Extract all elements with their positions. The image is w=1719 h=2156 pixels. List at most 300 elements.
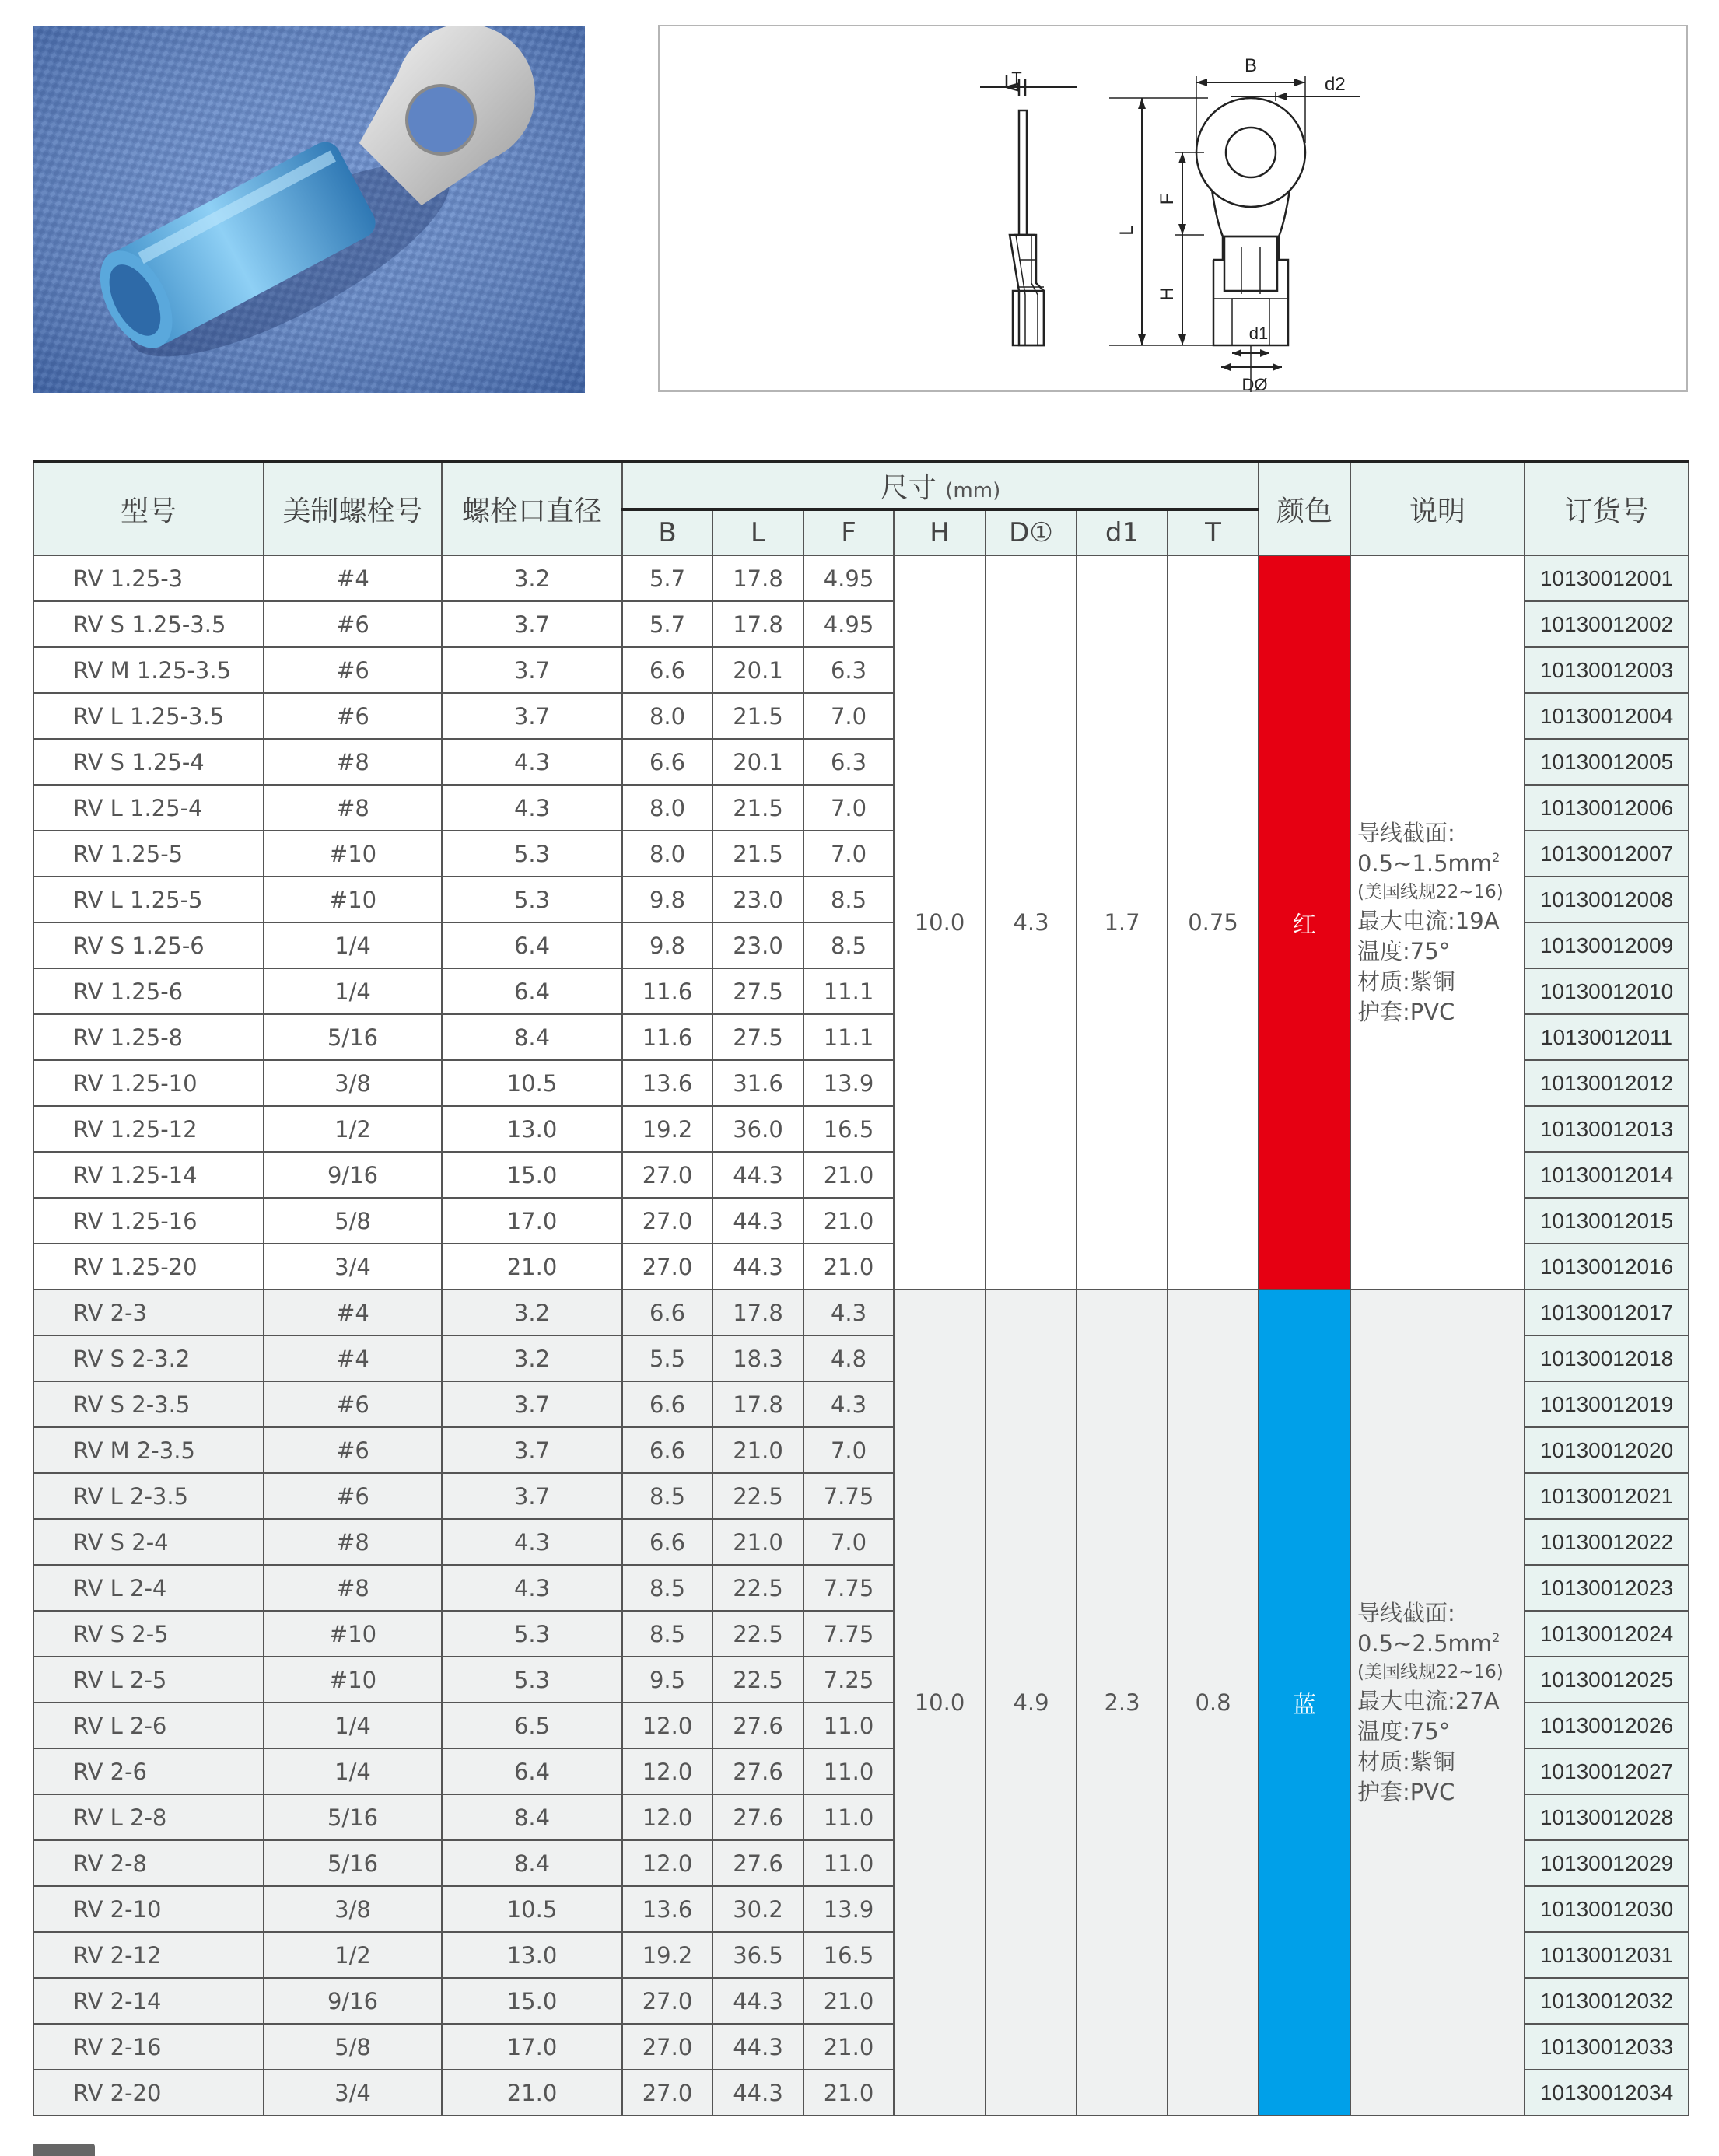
spec-table-body xyxy=(33,555,1689,2116)
header-description: 说明 xyxy=(1350,461,1525,555)
bolt-dia-cell: 8.4 xyxy=(442,1794,622,1840)
order-number-cell: 10130012004 xyxy=(1525,693,1689,739)
us-bolt-cell: #10 xyxy=(264,877,442,922)
description-cell xyxy=(1350,1290,1525,2116)
bolt-dia-cell: 3.7 xyxy=(442,647,622,693)
model-cell: RV 1.25-16 xyxy=(33,1198,264,1244)
bolt-dia-cell: 3.7 xyxy=(442,693,622,739)
label-D: DØ xyxy=(1241,375,1268,394)
F-cell: 4.3 xyxy=(803,1290,894,1335)
us-bolt-cell: 3/4 xyxy=(264,1244,442,1290)
model-cell: RV L 2-4 xyxy=(33,1565,264,1611)
L-cell: 31.6 xyxy=(712,1060,803,1106)
bolt-dia-cell: 4.3 xyxy=(442,739,622,785)
order-number-cell: 10130012030 xyxy=(1525,1886,1689,1932)
description-line xyxy=(1357,1686,1516,1717)
model-cell: RV 1.25-8 xyxy=(33,1014,264,1060)
bolt-dia-cell: 6.4 xyxy=(442,968,622,1014)
bolt-dia-cell: 3.2 xyxy=(442,1290,622,1335)
B-cell: 8.0 xyxy=(622,831,712,877)
bolt-dia-cell: 3.7 xyxy=(442,1473,622,1519)
order-number-cell: 10130012024 xyxy=(1525,1611,1689,1657)
order-number-cell: 10130012011 xyxy=(1525,1014,1689,1060)
header-d1: d1 xyxy=(1077,509,1168,555)
B-cell: 12.0 xyxy=(622,1840,712,1886)
B-cell: 6.6 xyxy=(622,739,712,785)
us-bolt-cell: #4 xyxy=(264,1290,442,1335)
F-cell: 8.5 xyxy=(803,922,894,968)
bolt-dia-cell: 15.0 xyxy=(442,1978,622,2024)
B-cell: 27.0 xyxy=(622,1198,712,1244)
page-corner-mark xyxy=(33,2144,95,2156)
F-cell: 7.75 xyxy=(803,1473,894,1519)
model-cell: RV M 2-3.5 xyxy=(33,1427,264,1473)
L-cell: 21.5 xyxy=(712,693,803,739)
L-cell: 44.3 xyxy=(712,1198,803,1244)
us-bolt-cell: 5/16 xyxy=(264,1840,442,1886)
model-cell: RV L 1.25-5 xyxy=(33,877,264,922)
order-number-cell: 10130012026 xyxy=(1525,1703,1689,1748)
label-H: H xyxy=(1157,287,1178,301)
description-text: 最大电流:27A xyxy=(1357,1687,1500,1714)
B-cell: 27.0 xyxy=(622,1978,712,2024)
order-number-cell: 10130012019 xyxy=(1525,1381,1689,1427)
description-text: 材质:紫铜 xyxy=(1357,1748,1455,1775)
d1-cell: 2.3 xyxy=(1077,1290,1168,2116)
L-cell: 21.5 xyxy=(712,785,803,831)
order-number-cell: 10130012010 xyxy=(1525,968,1689,1014)
bolt-dia-cell: 5.3 xyxy=(442,831,622,877)
header-H: H xyxy=(894,509,986,555)
B-cell: 6.6 xyxy=(622,647,712,693)
bolt-dia-cell: 10.5 xyxy=(442,1886,622,1932)
F-cell: 7.0 xyxy=(803,1519,894,1565)
bolt-dia-cell: 5.3 xyxy=(442,877,622,922)
L-cell: 44.3 xyxy=(712,2024,803,2070)
table-row xyxy=(33,555,1689,601)
bolt-dia-cell: 4.3 xyxy=(442,1565,622,1611)
model-cell: RV S 2-5 xyxy=(33,1611,264,1657)
bolt-dia-cell: 21.0 xyxy=(442,2070,622,2116)
model-cell: RV 2-16 xyxy=(33,2024,264,2070)
F-cell: 16.5 xyxy=(803,1106,894,1152)
bolt-dia-cell: 3.2 xyxy=(442,555,622,601)
F-cell: 7.75 xyxy=(803,1611,894,1657)
L-cell: 27.6 xyxy=(712,1840,803,1886)
us-bolt-cell: #10 xyxy=(264,1657,442,1703)
us-bolt-cell: #6 xyxy=(264,647,442,693)
description-text: 温度:75° xyxy=(1357,1717,1451,1745)
model-cell: RV S 2-4 xyxy=(33,1519,264,1565)
L-cell: 22.5 xyxy=(712,1657,803,1703)
order-number-cell: 10130012013 xyxy=(1525,1106,1689,1152)
header-dimensions-label: 尺寸 xyxy=(880,471,937,504)
B-cell: 13.6 xyxy=(622,1060,712,1106)
B-cell: 12.0 xyxy=(622,1794,712,1840)
description-line xyxy=(1357,1659,1516,1686)
description-line xyxy=(1357,936,1516,967)
bolt-dia-cell: 10.5 xyxy=(442,1060,622,1106)
H-cell: 10.0 xyxy=(894,555,986,1290)
dimension-drawing xyxy=(658,25,1688,392)
us-bolt-cell: 1/4 xyxy=(264,968,442,1014)
model-cell: RV 1.25-10 xyxy=(33,1060,264,1106)
F-cell: 7.0 xyxy=(803,1427,894,1473)
order-number-cell: 10130012018 xyxy=(1525,1335,1689,1381)
H-cell: 10.0 xyxy=(894,1290,986,2116)
L-cell: 18.3 xyxy=(712,1335,803,1381)
L-cell: 36.5 xyxy=(712,1932,803,1978)
L-cell: 20.1 xyxy=(712,739,803,785)
us-bolt-cell: #10 xyxy=(264,831,442,877)
header-order-no: 订货号 xyxy=(1525,461,1689,555)
bolt-dia-cell: 3.7 xyxy=(442,601,622,647)
model-cell: RV 2-12 xyxy=(33,1932,264,1978)
model-cell: RV 1.25-12 xyxy=(33,1106,264,1152)
B-cell: 11.6 xyxy=(622,1014,712,1060)
F-cell: 21.0 xyxy=(803,1978,894,2024)
B-cell: 12.0 xyxy=(622,1703,712,1748)
table-row xyxy=(33,1290,1689,1335)
description-text: 0.5~1.5mm xyxy=(1357,849,1493,877)
L-cell: 23.0 xyxy=(712,922,803,968)
description-text: 0.5~2.5mm xyxy=(1357,1629,1493,1657)
description-line xyxy=(1357,906,1516,936)
F-cell: 13.9 xyxy=(803,1060,894,1106)
F-cell: 4.95 xyxy=(803,601,894,647)
bolt-dia-cell: 21.0 xyxy=(442,1244,622,1290)
us-bolt-cell: 3/8 xyxy=(264,1886,442,1932)
header-F: F xyxy=(803,509,894,555)
order-number-cell: 10130012014 xyxy=(1525,1152,1689,1198)
header-L: L xyxy=(712,509,803,555)
B-cell: 9.8 xyxy=(622,922,712,968)
order-number-cell: 10130012027 xyxy=(1525,1748,1689,1794)
bolt-dia-cell: 13.0 xyxy=(442,1106,622,1152)
model-cell: RV 1.25-14 xyxy=(33,1152,264,1198)
header-model: 型号 xyxy=(33,461,264,555)
F-cell: 6.3 xyxy=(803,647,894,693)
F-cell: 7.0 xyxy=(803,831,894,877)
B-cell: 19.2 xyxy=(622,1932,712,1978)
B-cell: 8.5 xyxy=(622,1473,712,1519)
B-cell: 27.0 xyxy=(622,1152,712,1198)
L-cell: 27.6 xyxy=(712,1794,803,1840)
description-line xyxy=(1357,1777,1516,1808)
header-color: 颜色 xyxy=(1259,461,1350,555)
label-F: F xyxy=(1157,193,1178,205)
L-cell: 17.8 xyxy=(712,1381,803,1427)
F-cell: 11.0 xyxy=(803,1794,894,1840)
order-number-cell: 10130012028 xyxy=(1525,1794,1689,1840)
model-cell: RV L 2-8 xyxy=(33,1794,264,1840)
spec-table xyxy=(33,460,1689,2116)
model-cell: RV L 1.25-3.5 xyxy=(33,693,264,739)
us-bolt-cell: 1/4 xyxy=(264,1703,442,1748)
description-text: 最大电流:19A xyxy=(1357,907,1500,934)
color-swatch-cell: 红 xyxy=(1259,555,1350,1290)
model-cell: RV S 1.25-3.5 xyxy=(33,601,264,647)
F-cell: 11.0 xyxy=(803,1703,894,1748)
description-line xyxy=(1357,967,1516,997)
bolt-dia-cell: 6.5 xyxy=(442,1703,622,1748)
bolt-dia-cell: 5.3 xyxy=(442,1657,622,1703)
description-text: (美国线规22~16) xyxy=(1357,881,1504,902)
bolt-dia-cell: 3.2 xyxy=(442,1335,622,1381)
d1-cell: 1.7 xyxy=(1077,555,1168,1290)
L-cell: 17.8 xyxy=(712,555,803,601)
B-cell: 13.6 xyxy=(622,1886,712,1932)
F-cell: 21.0 xyxy=(803,1244,894,1290)
header-us-bolt: 美制螺栓号 xyxy=(264,461,442,555)
bolt-dia-cell: 15.0 xyxy=(442,1152,622,1198)
bolt-dia-cell: 13.0 xyxy=(442,1932,622,1978)
bolt-dia-cell: 4.3 xyxy=(442,1519,622,1565)
order-number-cell: 10130012001 xyxy=(1525,555,1689,601)
B-cell: 8.5 xyxy=(622,1565,712,1611)
F-cell: 4.95 xyxy=(803,555,894,601)
model-cell: RV 2-10 xyxy=(33,1886,264,1932)
F-cell: 7.0 xyxy=(803,693,894,739)
B-cell: 5.7 xyxy=(622,555,712,601)
order-number-cell: 10130012016 xyxy=(1525,1244,1689,1290)
L-cell: 27.6 xyxy=(712,1703,803,1748)
L-cell: 44.3 xyxy=(712,1244,803,1290)
description-line xyxy=(1357,849,1516,879)
us-bolt-cell: #6 xyxy=(264,693,442,739)
F-cell: 11.0 xyxy=(803,1748,894,1794)
description-line xyxy=(1357,1629,1516,1659)
L-cell: 22.5 xyxy=(712,1473,803,1519)
F-cell: 21.0 xyxy=(803,1152,894,1198)
model-cell: RV 2-8 xyxy=(33,1840,264,1886)
L-cell: 22.5 xyxy=(712,1611,803,1657)
order-number-cell: 10130012012 xyxy=(1525,1060,1689,1106)
L-cell: 17.8 xyxy=(712,1290,803,1335)
F-cell: 21.0 xyxy=(803,1198,894,1244)
B-cell: 27.0 xyxy=(622,1244,712,1290)
order-number-cell: 10130012031 xyxy=(1525,1932,1689,1978)
B-cell: 6.6 xyxy=(622,1381,712,1427)
header-dimensions xyxy=(622,461,1259,509)
order-number-cell: 10130012029 xyxy=(1525,1840,1689,1886)
us-bolt-cell: #6 xyxy=(264,1381,442,1427)
B-cell: 5.7 xyxy=(622,601,712,647)
product-photo xyxy=(33,26,585,393)
order-number-cell: 10130012021 xyxy=(1525,1473,1689,1519)
order-number-cell: 10130012015 xyxy=(1525,1198,1689,1244)
description-line xyxy=(1357,818,1516,849)
header-T: T xyxy=(1168,509,1259,555)
model-cell: RV 2-3 xyxy=(33,1290,264,1335)
F-cell: 6.3 xyxy=(803,739,894,785)
model-cell: RV L 1.25-4 xyxy=(33,785,264,831)
L-cell: 23.0 xyxy=(712,877,803,922)
description-text: (美国线规22~16) xyxy=(1357,1661,1504,1682)
label-L: L xyxy=(1116,225,1137,236)
us-bolt-cell: #6 xyxy=(264,601,442,647)
L-cell: 21.0 xyxy=(712,1427,803,1473)
description-text: 护套:PVC xyxy=(1357,1778,1455,1805)
model-cell: RV L 2-3.5 xyxy=(33,1473,264,1519)
D-cell: 4.3 xyxy=(986,555,1077,1290)
B-cell: 9.8 xyxy=(622,877,712,922)
us-bolt-cell: #6 xyxy=(264,1427,442,1473)
order-number-cell: 10130012032 xyxy=(1525,1978,1689,2024)
order-number-cell: 10130012034 xyxy=(1525,2070,1689,2116)
model-cell: RV S 2-3.5 xyxy=(33,1381,264,1427)
model-cell: RV S 1.25-4 xyxy=(33,739,264,785)
order-number-cell: 10130012008 xyxy=(1525,877,1689,922)
L-cell: 17.8 xyxy=(712,601,803,647)
us-bolt-cell: 1/4 xyxy=(264,1748,442,1794)
D-cell: 4.9 xyxy=(986,1290,1077,2116)
B-cell: 6.6 xyxy=(622,1290,712,1335)
description-line xyxy=(1357,1747,1516,1777)
order-number-cell: 10130012023 xyxy=(1525,1565,1689,1611)
F-cell: 21.0 xyxy=(803,2024,894,2070)
us-bolt-cell: #8 xyxy=(264,785,442,831)
us-bolt-cell: #4 xyxy=(264,1335,442,1381)
B-cell: 27.0 xyxy=(622,2024,712,2070)
description-line xyxy=(1357,879,1516,906)
header-dimensions-unit: (mm) xyxy=(945,478,1001,502)
order-number-cell: 10130012007 xyxy=(1525,831,1689,877)
description-text: 导线截面: xyxy=(1357,1599,1455,1626)
label-B: B xyxy=(1244,55,1258,76)
F-cell: 7.25 xyxy=(803,1657,894,1703)
description-text: 护套:PVC xyxy=(1357,998,1455,1025)
order-number-cell: 10130012020 xyxy=(1525,1427,1689,1473)
B-cell: 11.6 xyxy=(622,968,712,1014)
L-cell: 27.5 xyxy=(712,968,803,1014)
us-bolt-cell: 3/8 xyxy=(264,1060,442,1106)
F-cell: 11.0 xyxy=(803,1840,894,1886)
bolt-dia-cell: 3.7 xyxy=(442,1381,622,1427)
B-cell: 8.0 xyxy=(622,693,712,739)
us-bolt-cell: 3/4 xyxy=(264,2070,442,2116)
L-cell: 27.6 xyxy=(712,1748,803,1794)
description-line xyxy=(1357,997,1516,1027)
description-text: 材质:紫铜 xyxy=(1357,968,1455,995)
bolt-dia-cell: 8.4 xyxy=(442,1014,622,1060)
order-number-cell: 10130012006 xyxy=(1525,785,1689,831)
us-bolt-cell: #4 xyxy=(264,555,442,601)
description-line xyxy=(1357,1598,1516,1629)
bolt-dia-cell: 5.3 xyxy=(442,1611,622,1657)
F-cell: 4.3 xyxy=(803,1381,894,1427)
us-bolt-cell: #6 xyxy=(264,1473,442,1519)
B-cell: 27.0 xyxy=(622,2070,712,2116)
label-d1: d1 xyxy=(1248,324,1269,343)
bolt-dia-cell: 8.4 xyxy=(442,1840,622,1886)
B-cell: 6.6 xyxy=(622,1427,712,1473)
us-bolt-cell: 5/16 xyxy=(264,1794,442,1840)
us-bolt-cell: 5/8 xyxy=(264,2024,442,2070)
T-cell: 0.8 xyxy=(1168,1290,1259,2116)
model-cell: RV M 1.25-3.5 xyxy=(33,647,264,693)
us-bolt-cell: 5/8 xyxy=(264,1198,442,1244)
bolt-dia-cell: 17.0 xyxy=(442,1198,622,1244)
F-cell: 16.5 xyxy=(803,1932,894,1978)
T-cell: 0.75 xyxy=(1168,555,1259,1290)
model-cell: RV 2-20 xyxy=(33,2070,264,2116)
B-cell: 9.5 xyxy=(622,1657,712,1703)
us-bolt-cell: 9/16 xyxy=(264,1152,442,1198)
B-cell: 12.0 xyxy=(622,1748,712,1794)
us-bolt-cell: #8 xyxy=(264,1519,442,1565)
order-number-cell: 10130012009 xyxy=(1525,922,1689,968)
model-cell: RV S 2-3.2 xyxy=(33,1335,264,1381)
F-cell: 8.5 xyxy=(803,877,894,922)
description-text: 温度:75° xyxy=(1357,937,1451,964)
B-cell: 6.6 xyxy=(622,1519,712,1565)
superscript-2: 2 xyxy=(1492,1629,1500,1645)
F-cell: 11.1 xyxy=(803,968,894,1014)
us-bolt-cell: #8 xyxy=(264,739,442,785)
B-cell: 8.5 xyxy=(622,1611,712,1657)
F-cell: 13.9 xyxy=(803,1886,894,1932)
us-bolt-cell: 1/2 xyxy=(264,1932,442,1978)
L-cell: 22.5 xyxy=(712,1565,803,1611)
order-number-cell: 10130012017 xyxy=(1525,1290,1689,1335)
header-bolt-dia: 螺栓口直径 xyxy=(442,461,622,555)
header-D: D① xyxy=(986,509,1077,555)
L-cell: 20.1 xyxy=(712,647,803,693)
us-bolt-cell: #8 xyxy=(264,1565,442,1611)
L-cell: 30.2 xyxy=(712,1886,803,1932)
description-text: 导线截面: xyxy=(1357,819,1455,846)
L-cell: 44.3 xyxy=(712,2070,803,2116)
label-d2: d2 xyxy=(1325,74,1346,95)
L-cell: 21.0 xyxy=(712,1519,803,1565)
F-cell: 21.0 xyxy=(803,2070,894,2116)
model-cell: RV L 2-5 xyxy=(33,1657,264,1703)
color-swatch-cell: 蓝 xyxy=(1259,1290,1350,2116)
superscript-2: 2 xyxy=(1492,849,1500,865)
us-bolt-cell: 1/4 xyxy=(264,922,442,968)
order-number-cell: 10130012022 xyxy=(1525,1519,1689,1565)
bolt-dia-cell: 17.0 xyxy=(442,2024,622,2070)
description-line xyxy=(1357,1717,1516,1747)
model-cell: RV 1.25-3 xyxy=(33,555,264,601)
F-cell: 7.0 xyxy=(803,785,894,831)
B-cell: 8.0 xyxy=(622,785,712,831)
order-number-cell: 10130012033 xyxy=(1525,2024,1689,2070)
F-cell: 11.1 xyxy=(803,1014,894,1060)
description-cell xyxy=(1350,555,1525,1290)
F-cell: 7.75 xyxy=(803,1565,894,1611)
bolt-dia-cell: 3.7 xyxy=(442,1427,622,1473)
header-B: B xyxy=(622,509,712,555)
order-number-cell: 10130012002 xyxy=(1525,601,1689,647)
bolt-dia-cell: 6.4 xyxy=(442,1748,622,1794)
label-T: T xyxy=(1011,68,1022,88)
model-cell: RV 1.25-5 xyxy=(33,831,264,877)
B-cell: 5.5 xyxy=(622,1335,712,1381)
F-cell: 4.8 xyxy=(803,1335,894,1381)
model-cell: RV 2-14 xyxy=(33,1978,264,2024)
us-bolt-cell: 1/2 xyxy=(264,1106,442,1152)
us-bolt-cell: 9/16 xyxy=(264,1978,442,2024)
order-number-cell: 10130012025 xyxy=(1525,1657,1689,1703)
model-cell: RV 1.25-6 xyxy=(33,968,264,1014)
L-cell: 27.5 xyxy=(712,1014,803,1060)
model-cell: RV L 2-6 xyxy=(33,1703,264,1748)
L-cell: 44.3 xyxy=(712,1152,803,1198)
us-bolt-cell: 5/16 xyxy=(264,1014,442,1060)
bolt-dia-cell: 6.4 xyxy=(442,922,622,968)
